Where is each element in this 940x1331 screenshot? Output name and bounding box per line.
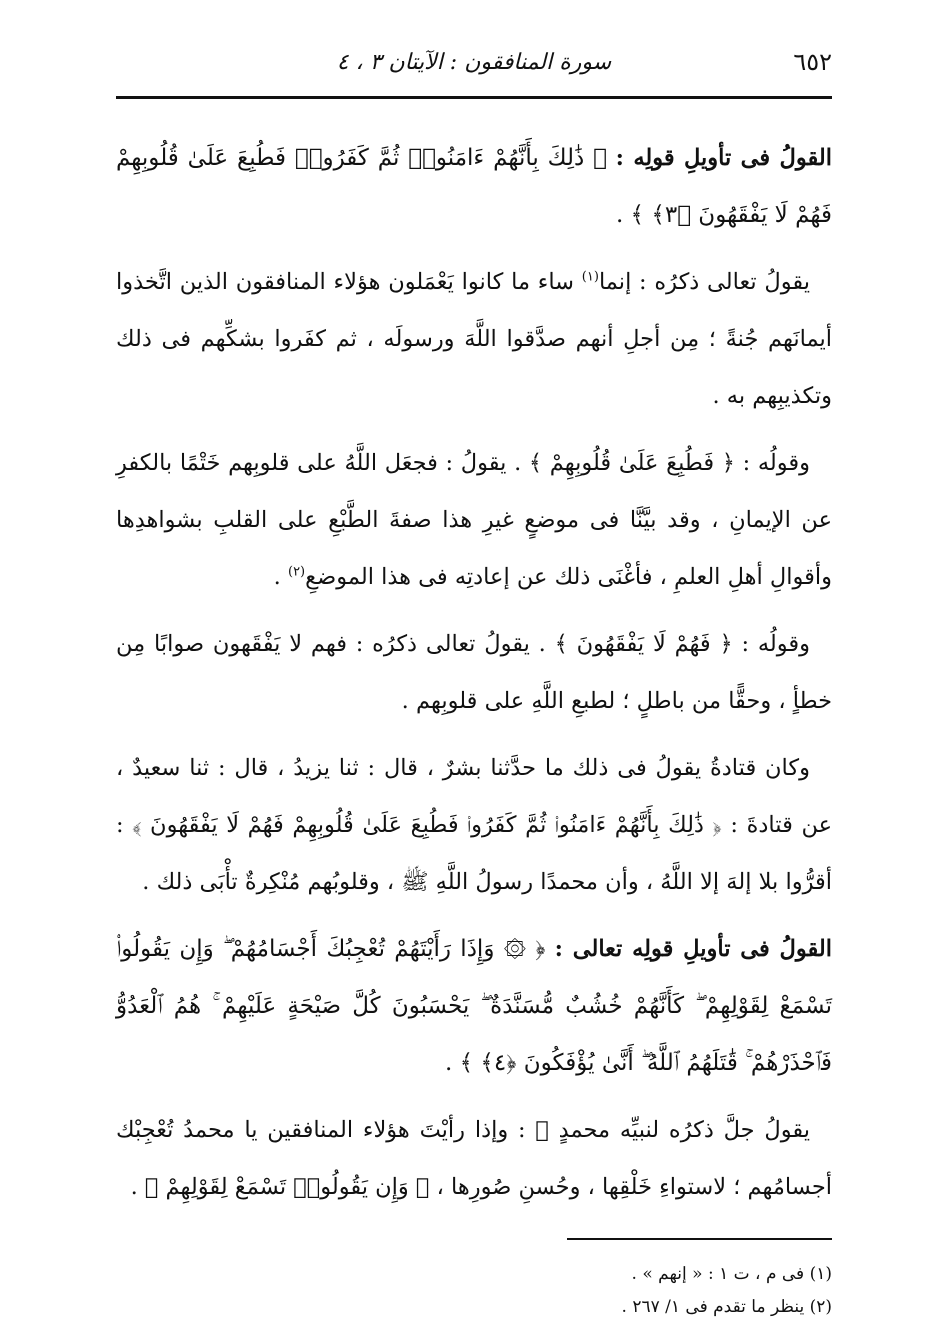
paragraph-text: . <box>273 564 288 590</box>
footnote-2: (٢) ينظر ما تقدم فى ١/ ٢٦٧ . <box>621 1297 832 1317</box>
commentary-paragraph <box>116 254 832 425</box>
running-header <box>116 0 832 100</box>
paragraph-text: وقولُه : ﴿ فَطُبِعَ عَلَىٰ قُلُوبِهِمْ ﴾ . يقولُ : فجعَل اللَّهُ على قلوبِهم خَتْمًا بالكفرِ عن الإيمانِ ، وقد بيَّنَّا فى موضعٍ غيرِ هذا صفةَ الطَّبْعِ على القلبِ بشواهدِها وأقوالِ أهلِ العلمِ ، فأغْنَى ذلك عن إعادتِه فى هذا الموضعِ <box>116 450 832 590</box>
paragraph-text: وقولُه : ﴿ فَهُمْ لَا يَفْقَهُونَ ﴾ . يقولُ تعالى ذكرُه : فهم لا يَفْقَهون صوابًا مِن خطأٍ ، وحقًّا من باطلٍ ؛ لطبعِ اللَّهِ على قلوبِهم . <box>116 631 832 714</box>
footnotes <box>116 1258 832 1324</box>
footnote-ref-1: (١) <box>581 269 599 285</box>
paragraph-text: يقولُ تعالى ذكرُه : إنما <box>598 269 810 295</box>
paragraph-text: يقولُ جلَّ ذكرُه لنبيِّه محمدٍ ﷺ : وإذا رأيْتَ هؤلاء المنافقين يا محمدُ تُعْجِبْك أجسامُهم ؛ لاستواءِ خَلْقِها ، وحُسنِ صُورِها ، ﴿ وَإِن يَقُولُوا۟ تَسْمَعْ لِقَوْلِهِمْ ﴾ . <box>116 1117 832 1200</box>
paragraph-text: وكان قتادةُ يقولُ فى ذلك ما حدَّثنا بشرٌ ، قال : ثنا يزيدُ ، قال : ثنا سعيدٌ ، عن قتادةَ : ﴿ ذَٰلِكَ بِأَنَّهُمْ ءَامَنُوا۟ ثُمَّ كَفَرُوا۟ فَطُبِعَ عَلَىٰ قُلُوبِهِمْ فَهُمْ لَا يَفْقَهُونَ ﴾ : أقرُّوا بلا إلهَ إلا اللَّهُ ، وأن محمدًا رسولُ اللَّهِ ﷺ ، وقلوبُهم مُنْكِرةٌ تأْبَى ذلك . <box>116 755 832 895</box>
commentary-paragraph <box>116 1102 832 1216</box>
paragraph-text: ساء ما كانوا يَعْمَلون هؤلاء المنافقون الذين اتَّخذوا أيمانَهم جُنةً ؛ مِن أجلِ أنهم صدَّقوا اللَّهَ ورسولَه ، ثم كفَروا بشكِّهم فى ذلك وتكذيبِهم به . <box>116 269 832 409</box>
running-title: سورة المنافقون : الآيتان ٣ ، ٤ <box>336 50 612 75</box>
header-rule <box>116 96 832 99</box>
verse-text: ﴿ ذَٰلِكَ بِأَنَّهُمْ ءَامَنُوا۟ ثُمَّ كَفَرُوا۟ فَطُبِعَ عَلَىٰ قُلُوبِهِمْ فَهُمْ لَا يَفْقَهُونَ ﴿٣﴾ ﴾ . <box>116 145 832 228</box>
heading-verse-4 <box>116 921 832 1092</box>
footnote-rule <box>567 1238 832 1240</box>
heading-verse-3 <box>116 130 832 244</box>
commentary-paragraph <box>116 616 832 730</box>
heading-lead: القولُ فى تأويلِ قولِه تعالى : <box>554 936 833 962</box>
page-number: ٦٥٢ <box>793 48 832 76</box>
verse-text: ﴿ ۞ وَإِذَا رَأَيْتَهُمْ تُعْجِبُكَ أَجْسَامُهُمْ ۖ وَإِن يَقُولُوا۟ تَسْمَعْ لِقَوْلِهِمْ ۖ كَأَنَّهُمْ خُشُبٌ مُّسَنَّدَةٌ ۖ يَحْسَبُونَ كُلَّ صَيْحَةٍ عَلَيْهِمْ ۚ هُمُ ٱلْعَدُوُّ فَٱحْذَرْهُمْ ۚ قَٰتَلَهُمُ ٱللَّهُ ۖ أَنَّىٰ يُؤْفَكُونَ ﴿٤﴾ ﴾ . <box>116 936 832 1076</box>
heading-lead: القولُ فى تأويلِ قولِه : <box>615 145 832 171</box>
commentary-paragraph <box>116 435 832 606</box>
footnote-1: (١) فى م ، ت ١ : « إنهم » . <box>631 1264 832 1284</box>
main-text <box>116 100 832 1216</box>
footnote-ref-2: (٢) <box>287 564 306 580</box>
commentary-paragraph <box>116 740 832 911</box>
